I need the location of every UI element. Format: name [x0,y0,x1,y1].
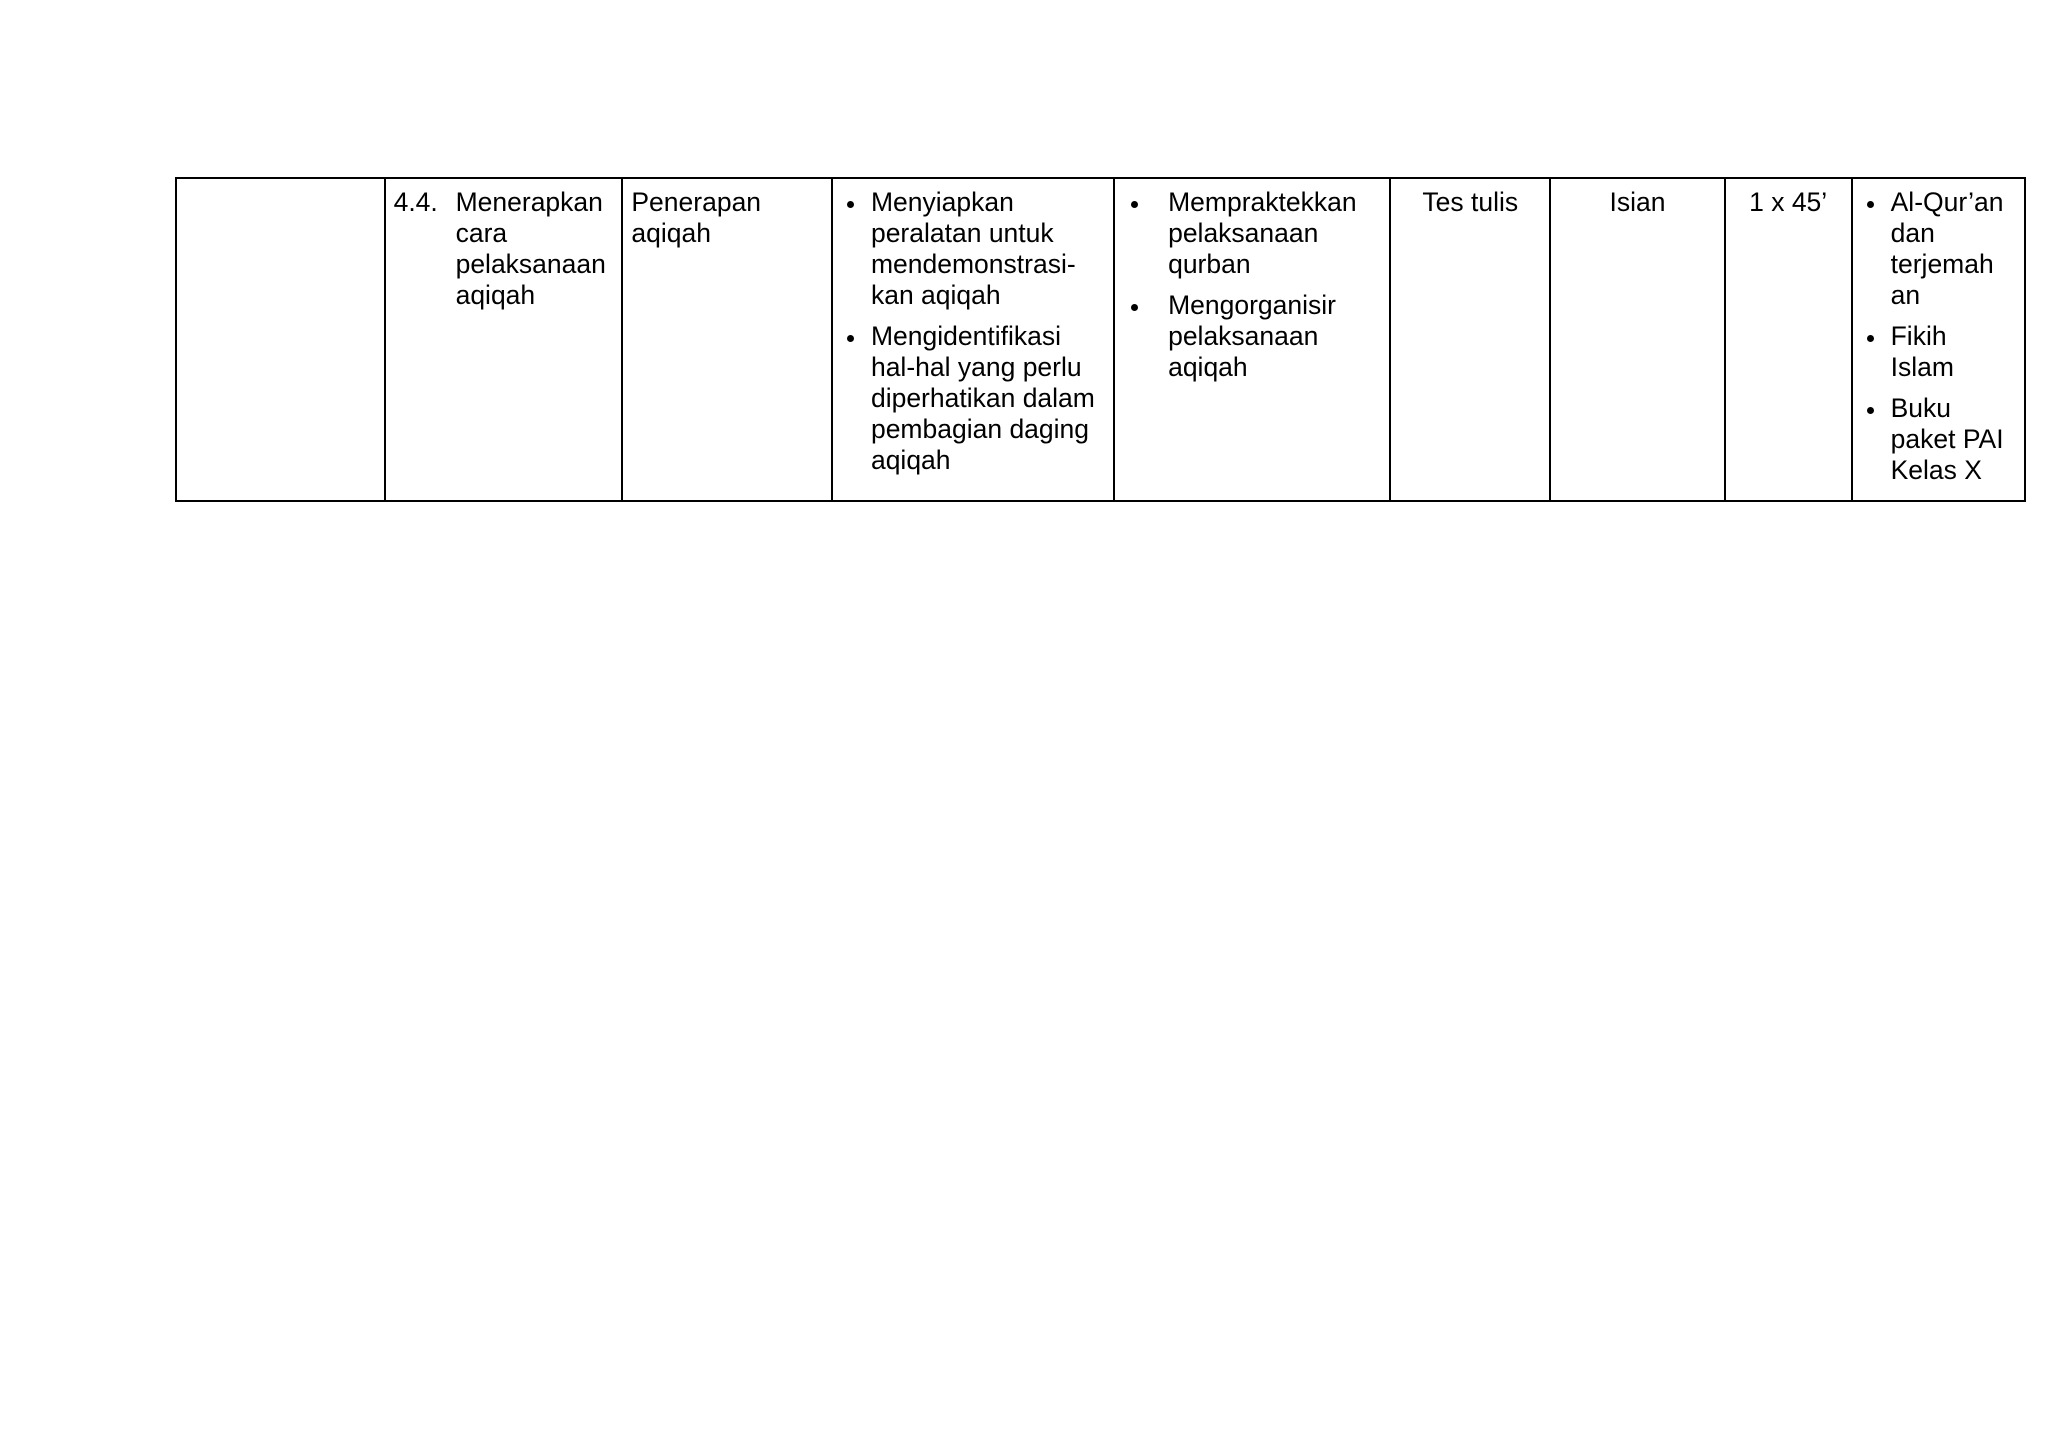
list-item [1861,393,2016,486]
materi-cell [622,178,832,501]
indikator-list [1123,187,1381,383]
list-item-text: Mengidentifikasi hal-hal yang perlu diperhatikan dalam pembagian daging aqiqah [870,321,1095,475]
list-item-text: Buku paket PAI Kelas X [1890,393,2004,485]
list-item [1861,187,2016,311]
list-item-text: Mengorganisir pelaksanaan aqiqah [1168,290,1336,382]
teknik-text: Tes tulis [1422,187,1519,217]
sumber-list [1861,187,2016,486]
waktu-text: 1 x 45’ [1749,187,1828,217]
bentuk-text: Isian [1609,187,1666,217]
list-item [1123,187,1381,280]
waktu-cell [1725,178,1852,501]
list-item [841,187,1105,311]
list-item [1123,290,1381,383]
syllabus-table [175,177,2026,502]
list-item [841,321,1105,476]
bullet-icon [1131,201,1138,208]
list-item-text: Al-Qur’an dan terjemah an [1890,187,2004,310]
list-item [1861,321,2016,383]
list-item-text: Fikih Islam [1890,321,1954,382]
bullet-icon [847,335,854,342]
kompetensi-dasar-cell [385,178,623,501]
bullet-icon [1867,335,1874,342]
bullet-icon [1867,407,1874,414]
bullet-icon [1867,201,1874,208]
bullet-icon [847,201,854,208]
bentuk-cell [1550,178,1724,501]
sumber-cell [1852,178,2025,501]
kompetensi-dasar [394,187,614,311]
bullet-icon [1131,304,1138,311]
list-item-text: Menyiapkan peralatan untuk mendemonstrasi-kan aqiqah [870,187,1076,310]
kd-text: Menerapkan cara pelaksanaan aqiqah [455,187,606,310]
teknik-cell [1390,178,1550,501]
kegiatan-list [841,187,1105,476]
kd-number: 4.4. [393,187,438,217]
empty-cell [176,178,385,501]
table-row [176,178,2025,501]
materi-text: Penerapan aqiqah [631,187,762,248]
indikator-cell [1114,178,1390,501]
list-item-text: Mempraktekkan pelaksanaan qurban [1168,187,1357,279]
kegiatan-cell [832,178,1114,501]
